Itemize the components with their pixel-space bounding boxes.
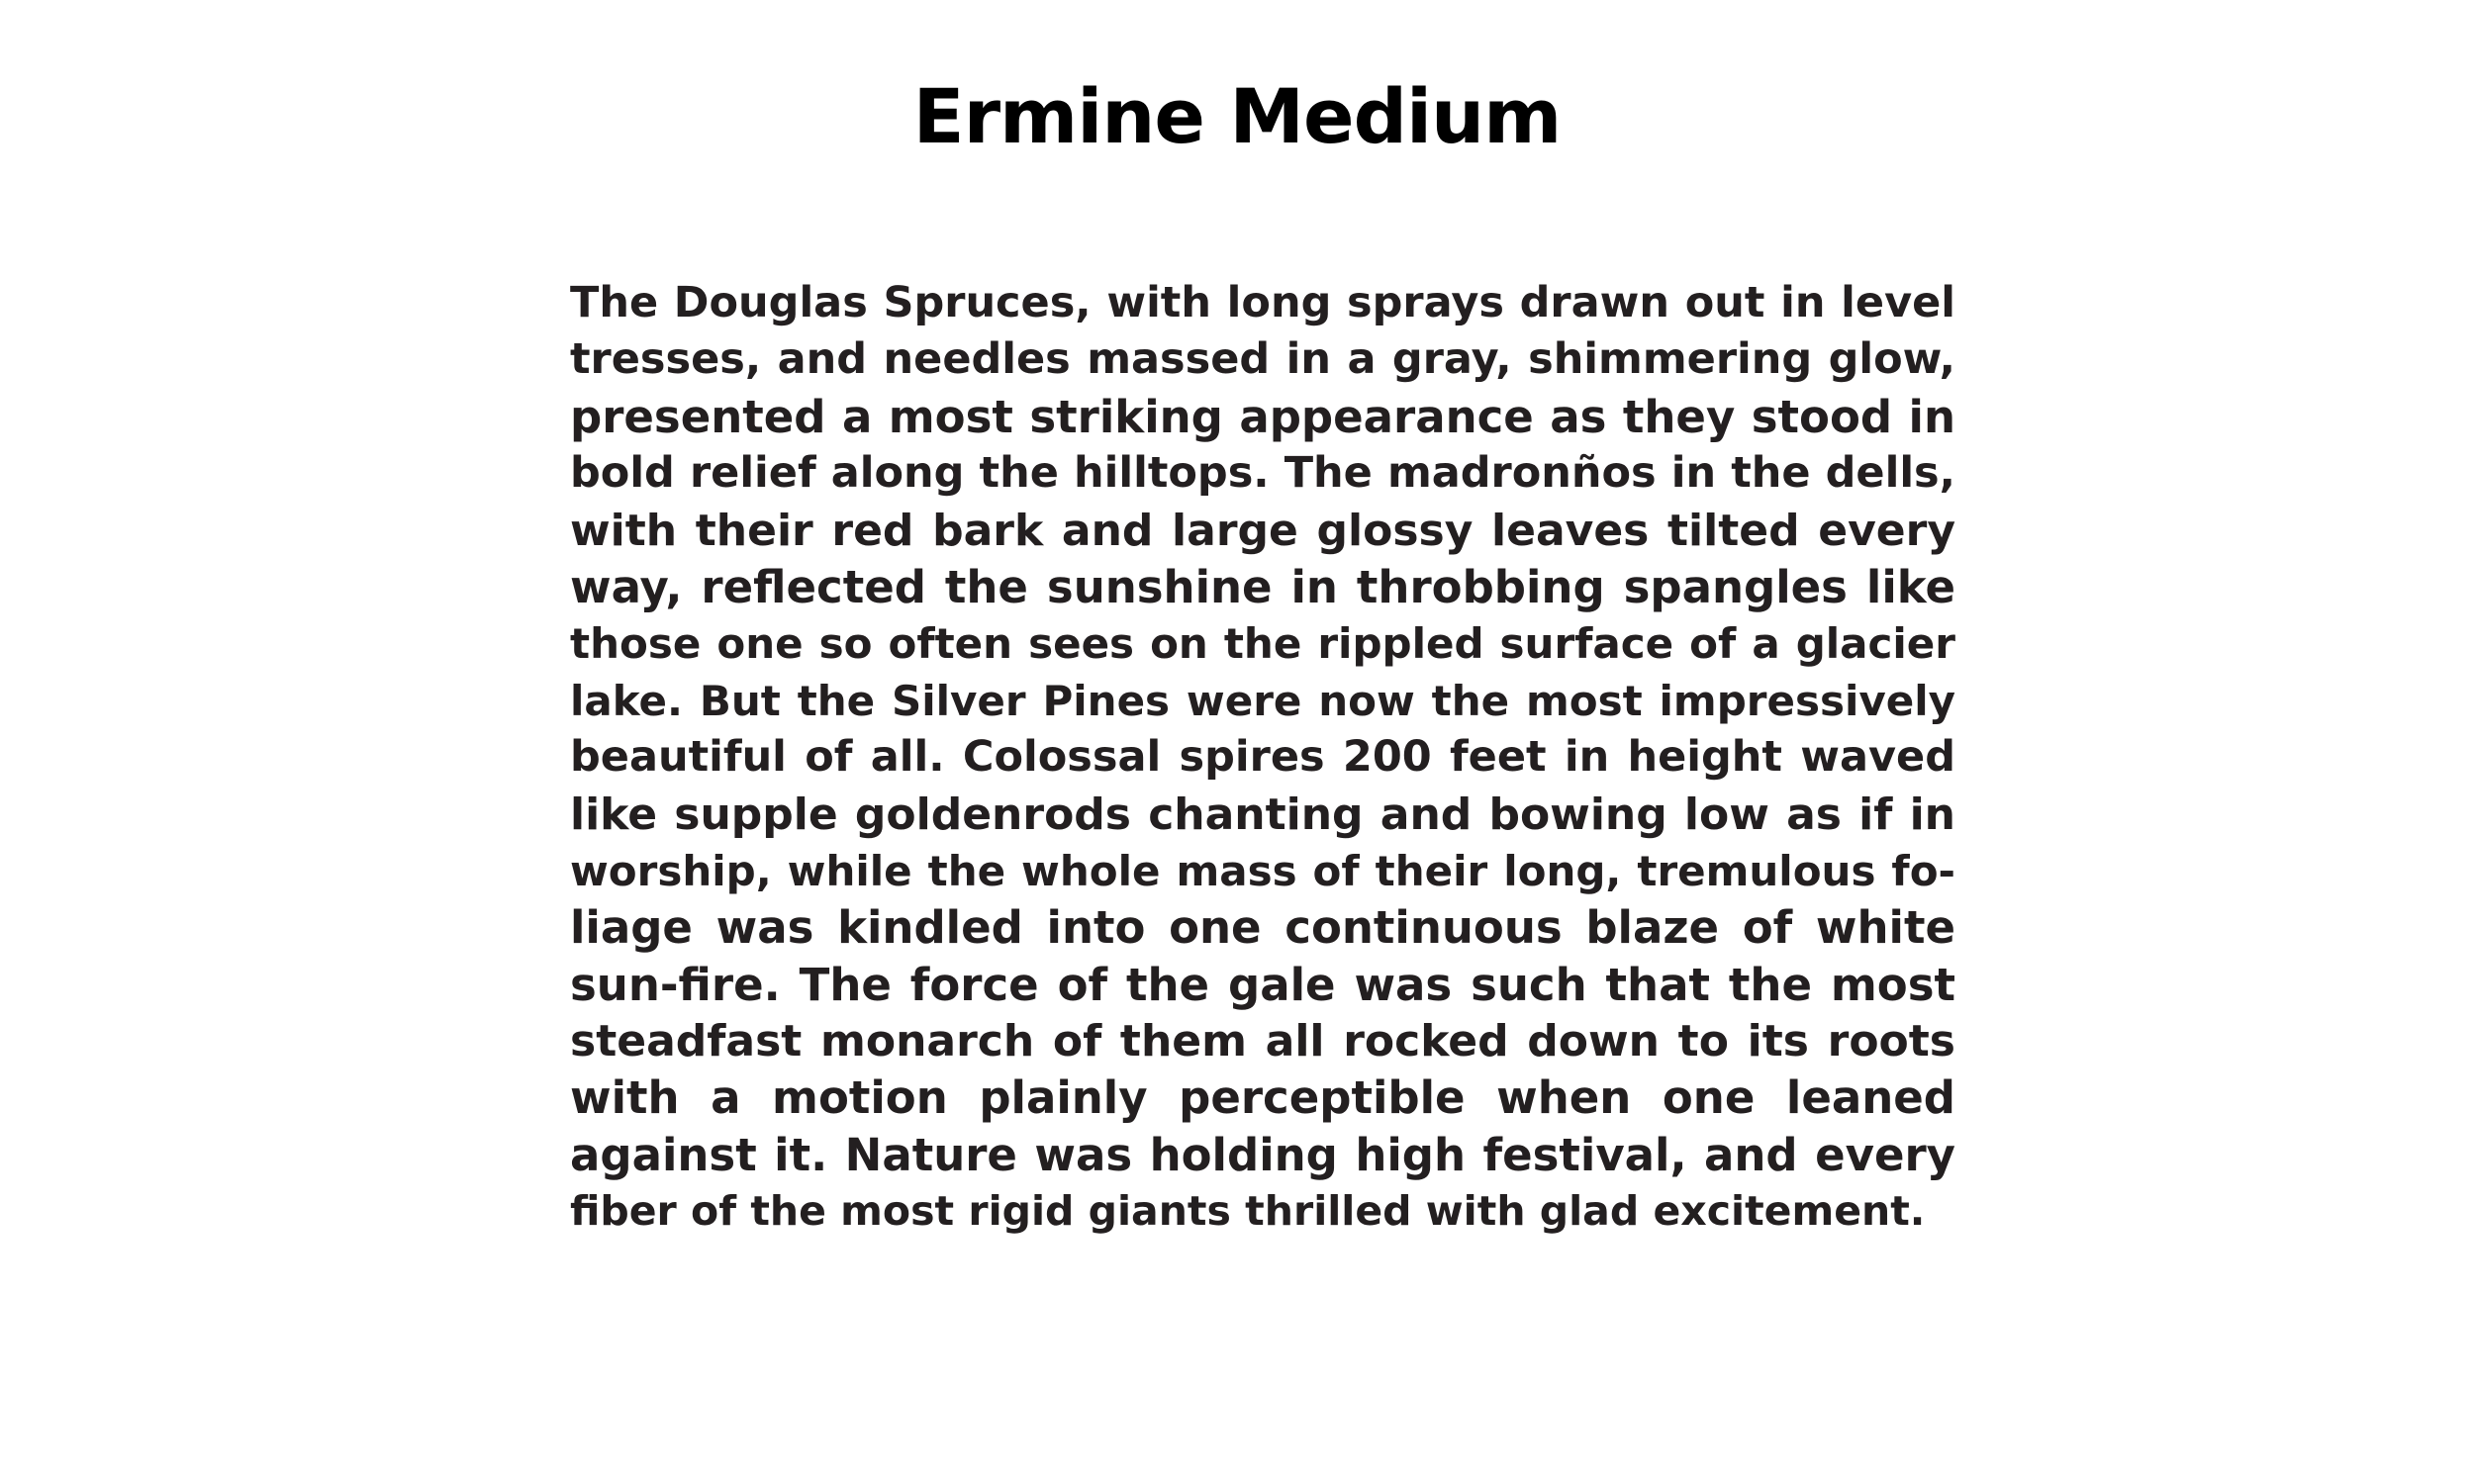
text-line: way, reflected the sunshine in throbbing spangles like xyxy=(570,560,1955,613)
text-line: tresses, and needles massed in a gray, shimmering glow, xyxy=(570,334,1955,385)
text-line: sun-fire. The force of the gale was such that the most xyxy=(570,958,1955,1011)
text-line: liage was kindled into one continuous blaze of white xyxy=(570,901,1955,955)
sample-paragraph xyxy=(570,275,1955,1241)
text-line: presented a most striking appearance as they stood in xyxy=(570,390,1955,443)
text-line: with their red bark and large glossy leaves tilted every xyxy=(570,505,1955,556)
text-line: fiber of the most rigid giants thrilled with glad excitement. xyxy=(570,1187,1926,1236)
text-line: like supple goldenrods chanting and bowing low as if in xyxy=(570,788,1955,840)
text-line: with a motion plainly perceptible when one leaned xyxy=(570,1071,1955,1125)
text-line: against it. Nature was holding high festival, and every xyxy=(570,1128,1955,1181)
text-line: The Douglas Spruces, with long sprays drawn out in level xyxy=(570,278,1955,327)
text-line: lake. But the Silver Pines were now the most impressively xyxy=(570,676,1955,725)
text-line: worship, while the whole mass of their long, tremulous fo- xyxy=(570,846,1955,895)
page-title: Ermine Medium xyxy=(912,72,1562,160)
text-line: bold relief along the hilltops. The madronños in the dells, xyxy=(570,448,1955,499)
text-line: those one so often sees on the rippled surface of a glacier xyxy=(570,619,1955,669)
text-line: beautiful of all. Colossal spires 200 feet in height waved xyxy=(570,732,1955,783)
text-line: steadfast monarch of them all rocked down to its roots xyxy=(570,1016,1955,1067)
